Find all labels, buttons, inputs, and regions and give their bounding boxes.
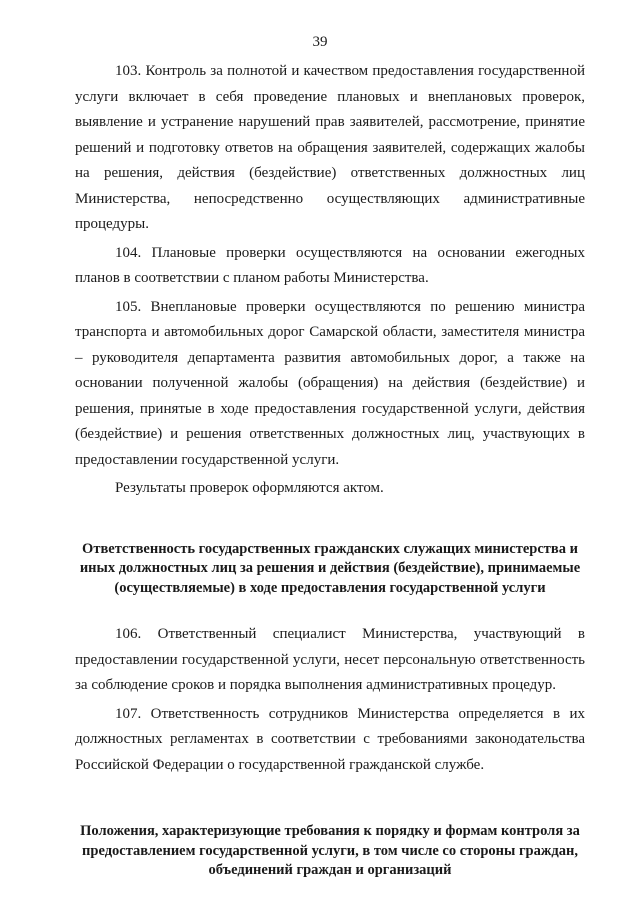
paragraph-106: 106. Ответственный специалист Министерства, участвующий в предоставлении государственной услуги, несет персональную ответственность за соблюдение сроков и порядка выполнения административных процедур. [75,626,585,693]
section-heading-responsibility: Ответственность государственных гражданских служащих министерства и иных должностных лиц за решения и действия (бездействие), принимаемые (осуществляемые) в ходе предоставления государственной услуги [79,540,581,596]
paragraph-107: 107. Ответственность сотрудников Министерства определяется в их должностных регламентах в соответствии с требованиями законодательства Российской Федерации о государственной гражданской службе. [75,705,585,773]
page-number: 39 [312,34,328,50]
paragraph-105: 105. Внеплановые проверки осуществляются по решению министра транспорта и автомобильных дорог Самарской области, заместителя министра – руководителя департамента развития автомобильных дорог, а также на основании полученной жалобы (обращения) на действия (бездействие) и решения, принятые в ходе предоставления государственной услуги, действия (бездействие) и решения ответственных должностных лиц, участвующих в предоставлении государственной услуги. [75,298,585,468]
paragraph-results: Результаты проверок оформляются актом. [115,480,384,496]
paragraph-103: 103. Контроль за полнотой и качеством предоставления государственной услуги включает в себя проведение плановых и внеплановых проверок, выявление и устранение нарушений прав заявителей, рассмотрение, принятие решений и подготовку ответов на обращения заявителей, содержащих жалобы на решения, действия (бездействие) ответственных должностных лиц Министерства, непосредственно осуществляющих административные процедуры. [75,63,585,232]
paragraph-104: 104. Плановые проверки осуществляются на основании ежегодных планов в соответствии с планом работы Министерства. [75,244,585,286]
section-heading-control-requirements: Положения, характеризующие требования к порядку и формам контроля за предоставлением государственной услуги, в том числе со стороны граждан, объединений граждан и организаций [80,823,580,878]
document-body [75,59,585,881]
